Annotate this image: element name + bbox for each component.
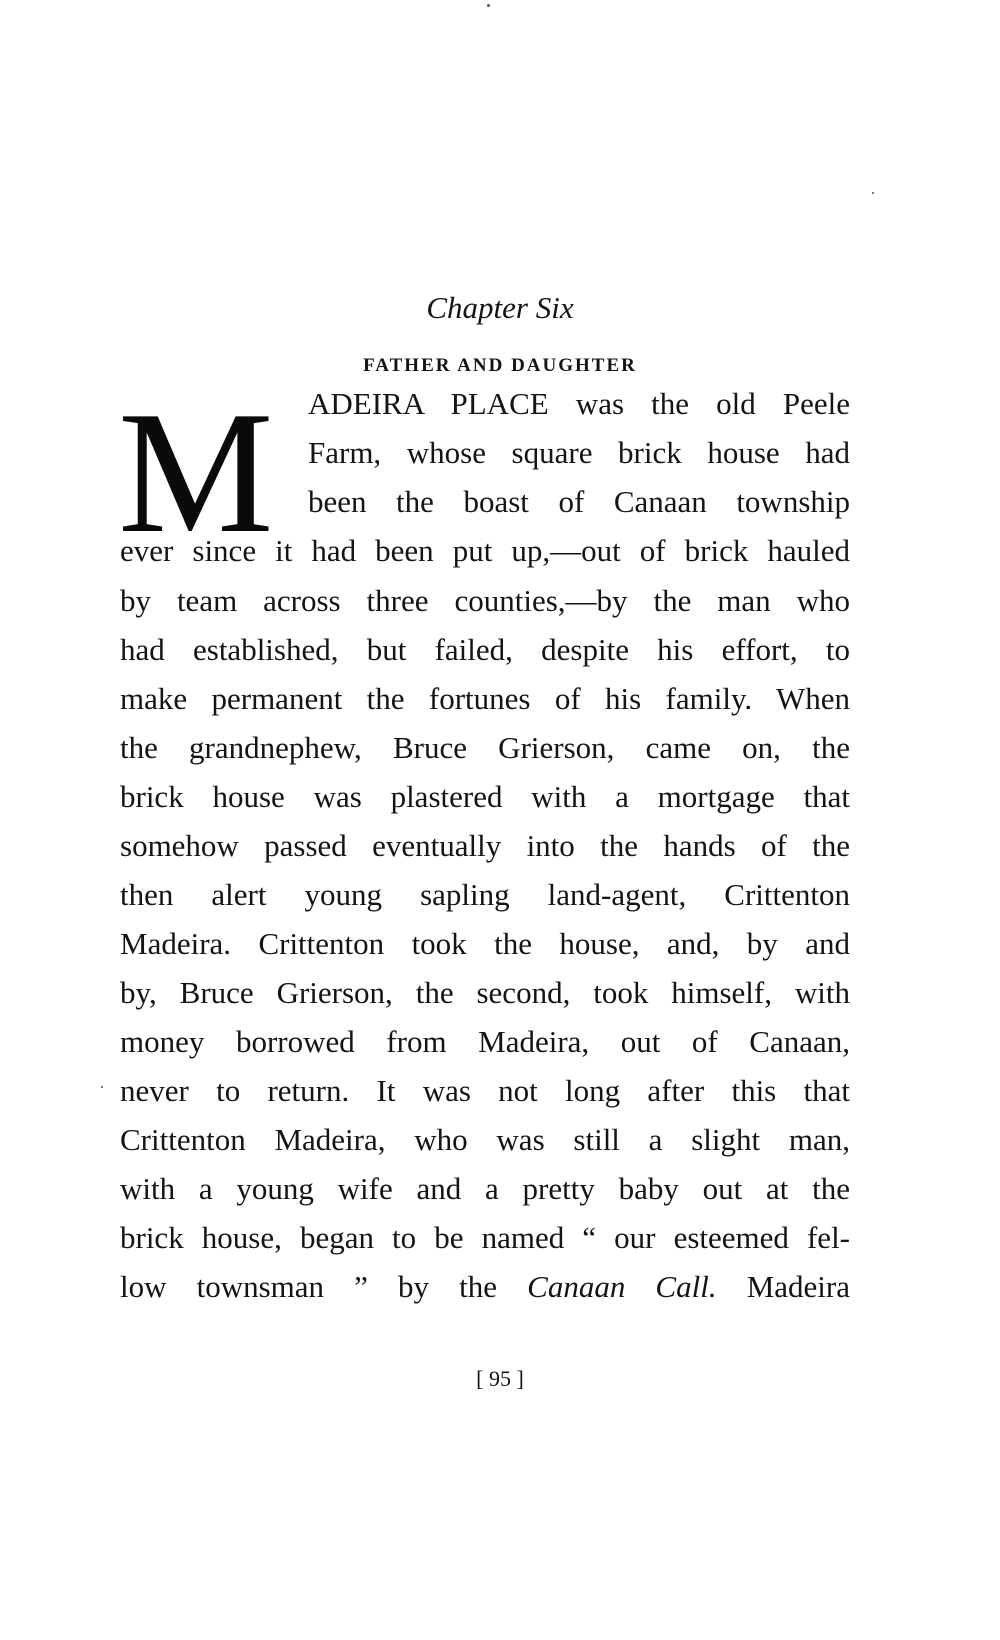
text-line: Crittenton Madeira, who was still a slight man, [120, 1122, 850, 1157]
page-number: [ 95 ] [476, 1366, 524, 1391]
text-line: by, Bruce Grierson, the second, took himself, with [120, 975, 850, 1010]
text-line: been the boast of Canaan township [308, 484, 850, 519]
chapter-heading: FATHER AND DAUGHTER [363, 355, 637, 376]
text-line: make permanent the fortunes of his family. When [120, 681, 850, 716]
text-line: ever since it had been put up,—out of brick hauled [120, 533, 850, 568]
text-line: by team across three counties,—by the man who [120, 583, 850, 618]
last-text-line [120, 1269, 850, 1305]
chapter-title: Chapter Six [426, 290, 574, 325]
text-line: with a young wife and a pretty baby out at the [120, 1171, 850, 1206]
scan-speck [487, 4, 490, 7]
text-line: brick house, began to be named “ our esteemed fel- [120, 1220, 850, 1255]
text-line: had established, but failed, despite his effort, to [120, 632, 850, 667]
text-line: then alert young sapling land-agent, Crittenton [120, 877, 850, 912]
text-line: Farm, whose square brick house had [308, 435, 850, 470]
text-line: the grandnephew, Bruce Grierson, came on, the [120, 730, 850, 765]
text-run: low townsman ” by the [120, 1269, 528, 1304]
text-line: somehow passed eventually into the hands of the [120, 828, 850, 863]
newspaper-title: Canaan Call. [527, 1269, 717, 1304]
scan-speck [872, 192, 874, 194]
text-line: brick house was plastered with a mortgage that [120, 779, 850, 814]
text-line: Madeira. Crittenton took the house, and, by and [120, 926, 850, 961]
scan-speck [101, 1086, 103, 1088]
text-line: ADEIRA PLACE was the old Peele [308, 386, 850, 421]
drop-cap: M [118, 375, 274, 569]
text-line: never to return. It was not long after this that [120, 1073, 850, 1108]
text-line: money borrowed from Madeira, out of Canaan, [120, 1024, 850, 1059]
text-run: Madeira [716, 1269, 850, 1304]
